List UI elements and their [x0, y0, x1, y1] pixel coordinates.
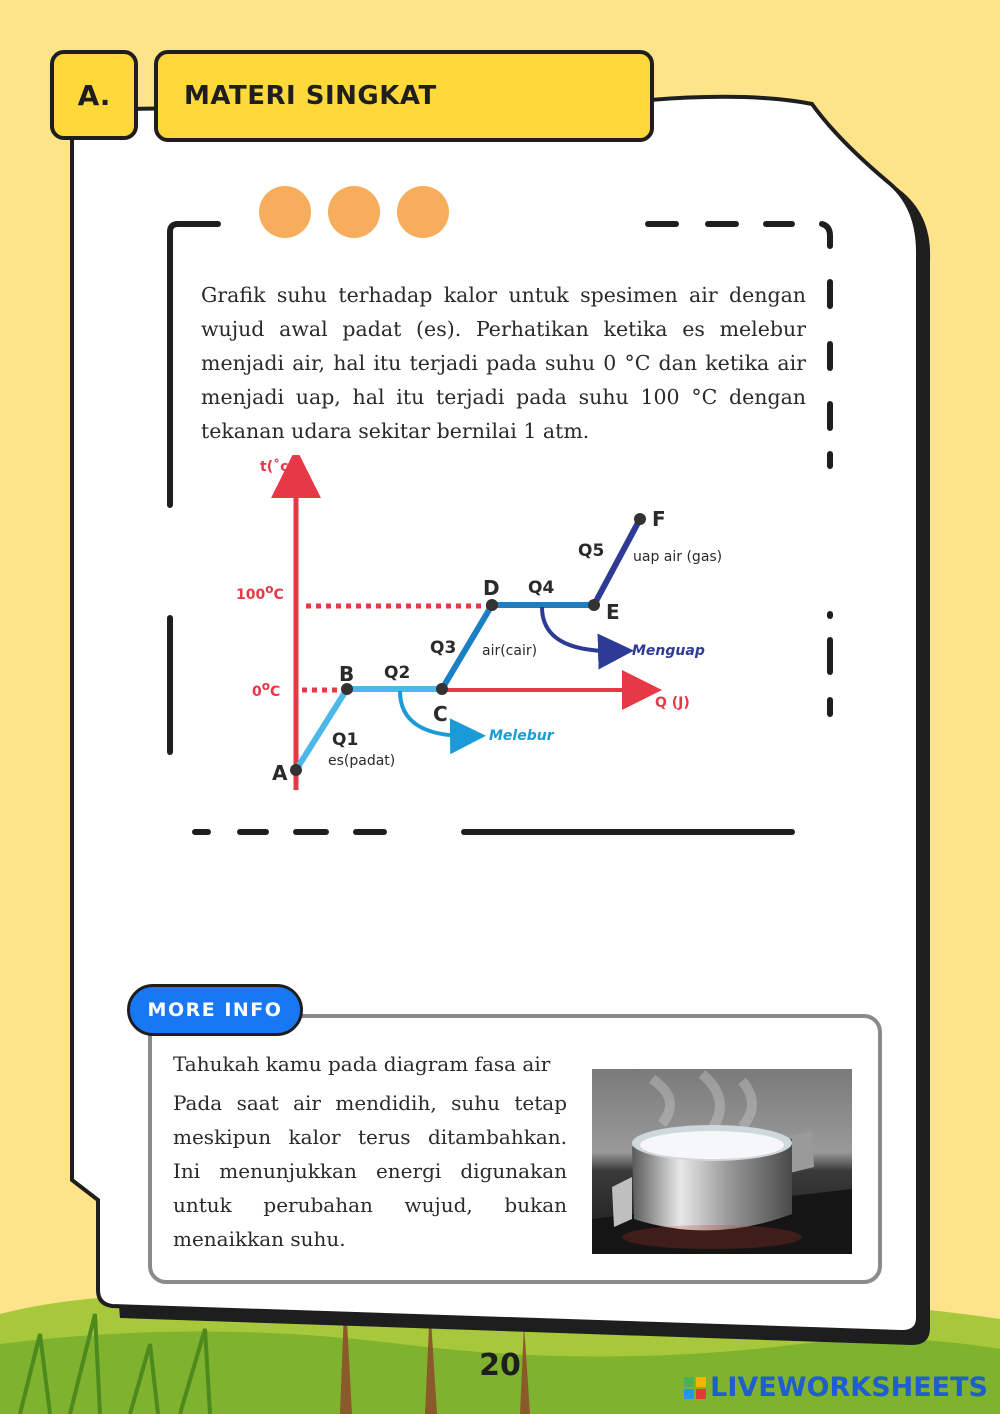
decor-dot [259, 186, 311, 238]
more-info-title: Tahukah kamu pada diagram fasa air [173, 1052, 551, 1076]
decor-dot [328, 186, 380, 238]
label-c: C [433, 702, 448, 726]
main-paragraph: Grafik suhu terhadap kalor untuk spesimen air dengan wujud awal padat (es). Perhatikan ketika es melebur menjadi air, hal itu terjadi pada suhu 0 °C dan ketika air menjadi uap, hal itu terjadi pada suhu 100 °C dengan tekanan udara sekitar bernilai 1 atm. [201, 283, 806, 443]
evap-label: Menguap [632, 643, 705, 659]
label-e: E [606, 600, 620, 624]
heating-curve-graph [230, 455, 750, 800]
tick-0c: 0oC [252, 679, 281, 700]
brand-name: LIVEWORKSHEETS [710, 1372, 988, 1403]
section-letter: A. [50, 50, 138, 140]
x-axis-label: Q (J) [655, 695, 690, 711]
phase-liquid-label: air(cair) [482, 643, 538, 659]
tick-100c: 100oC [236, 582, 284, 603]
label-b: B [339, 662, 355, 686]
point-f [634, 513, 646, 525]
boiling-pot-photo [592, 1069, 852, 1254]
label-a: A [272, 761, 288, 785]
point-c [436, 683, 448, 695]
melt-label: Melebur [489, 728, 554, 744]
brand-logo[interactable] [684, 1372, 988, 1403]
section-title: MATERI SINGKAT [154, 50, 654, 142]
label-q1: Q1 [332, 730, 359, 750]
label-q3: Q3 [430, 638, 457, 658]
label-q4: Q4 [528, 578, 555, 598]
liveworksheets-logo-icon [684, 1377, 706, 1399]
label-q5: Q5 [578, 541, 605, 561]
label-d: D [483, 576, 500, 600]
more-info-text: Pada saat air mendidih, suhu tetap meskipun kalor terus ditambahkan. Ini menunjukkan energi digunakan untuk perubahan wujud, bukan menaikkan suhu. [173, 1091, 567, 1251]
point-d [486, 599, 498, 611]
point-a [290, 764, 302, 776]
degree-sign: o [265, 582, 274, 596]
degree-sign: o [261, 679, 270, 693]
decor-dot [397, 186, 449, 238]
label-f: F [652, 507, 666, 531]
page-number: 20 [479, 1348, 521, 1383]
point-e [588, 599, 600, 611]
phase-gas-label: uap air (gas) [633, 549, 723, 565]
more-info-badge: MORE INFO [127, 984, 303, 1036]
phase-solid-label: es(padat) [328, 753, 396, 769]
label-q2: Q2 [384, 663, 411, 683]
y-axis-label: t(˚c) [260, 459, 295, 475]
